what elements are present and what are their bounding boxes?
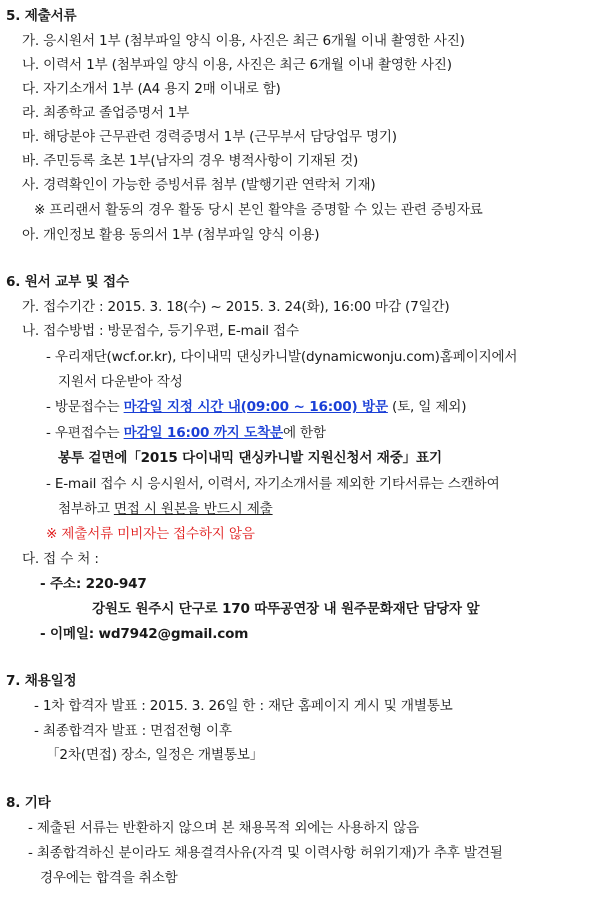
doc-item-privacy: 아. 개인정보 활용 동의서 1부 (첨부파일 양식 이용) xyxy=(22,227,320,243)
section-6-title: 6. 원서 교부 및 접수 xyxy=(6,274,129,290)
incomplete-warning: ※ 제출서류 미비자는 접수하지 않음 xyxy=(46,526,255,542)
section-5-title: 5. 제출서류 xyxy=(6,8,77,24)
download-instruction-line1: - 우리재단(wcf.or.kr), 다이내믹 댄싱카니발(dynamicwonju.com)홈페이지에서 xyxy=(46,349,518,365)
section-7-title: 7. 채용일정 xyxy=(6,673,77,689)
section-8-title: 8. 기타 xyxy=(6,795,51,811)
first-round-announcement: - 1차 합격자 발표 : 2015. 3. 26일 한 : 재단 홈페이지 게시 및 개별통보 xyxy=(34,698,453,714)
download-instruction-line2: 지원서 다운받아 작성 xyxy=(58,374,183,390)
email-attach-prefix: 첨부하고 xyxy=(58,501,114,517)
post-prefix: - 우편접수는 xyxy=(46,425,124,441)
contact-email: - 이메일: wd7942@gmail.com xyxy=(40,626,249,642)
doc-item-diploma: 라. 최종학교 졸업증명서 1부 xyxy=(22,105,190,121)
doc-note-freelancer: ※ 프리랜서 활동의 경우 활동 당시 본인 활약을 증명할 수 있는 관련 증빙자료 xyxy=(34,202,483,218)
postal-address: 강원도 원주시 단구로 170 따뚜공연장 내 원주문화재단 담당자 앞 xyxy=(92,601,480,617)
final-announcement: - 최종합격자 발표 : 면접전형 이후 xyxy=(34,723,232,739)
post-deadline-emphasis: 마감일 16:00 까지 도착분 xyxy=(123,425,283,441)
interview-notice: 「2차(면접) 장소, 일정은 개별통보」 xyxy=(46,747,264,763)
doc-item-self-intro: 다. 자기소개서 1부 (A4 용지 2매 이내로 함) xyxy=(22,81,281,97)
doc-item-resident-cert: 바. 주민등록 초본 1부(남자의 경우 병적사항이 기재된 것) xyxy=(22,153,359,169)
visit-deadline-emphasis: 마감일 지정 시간 내(09:00 ~ 16:00) 방문 xyxy=(123,399,388,415)
email-submission-line2 xyxy=(58,499,273,519)
doc-item-evidence: 사. 경력확인이 가능한 증빙서류 첨부 (발행기관 연락처 기재) xyxy=(22,177,376,193)
other-item-disqualification-line2: 경우에는 합격을 취소함 xyxy=(40,870,178,886)
application-method: 나. 접수방법 : 방문접수, 등기우편, E-mail 접수 xyxy=(22,323,299,339)
other-item-disqualification-line1: - 최종합격하신 분이라도 채용결격사유(자격 및 이력사항 허위기재)가 추후 발견될 xyxy=(28,845,503,861)
visit-suffix: (토, 일 제외) xyxy=(387,399,467,415)
envelope-notice: 봉투 겉면에「2015 다이내믹 댄싱카니발 지원신청서 재중」표기 xyxy=(58,450,442,466)
doc-item-application-form: 가. 응시원서 1부 (첨부파일 양식 이용, 사진은 최근 6개월 이내 촬영한 사진) xyxy=(22,33,465,49)
destination-label: 다. 접 수 처 : xyxy=(22,551,99,567)
email-submission-line1: - E-mail 접수 시 응시원서, 이력서, 자기소개서를 제외한 기타서류는 스캔하여 xyxy=(46,476,500,492)
doc-item-career-cert: 마. 해당분야 근무관련 경력증명서 1부 (근무부서 담당업무 명기) xyxy=(22,129,397,145)
other-item-documents: - 제출된 서류는 반환하지 않으며 본 채용목적 외에는 사용하지 않음 xyxy=(28,820,419,836)
visit-submission xyxy=(46,397,466,417)
zip-code: - 주소: 220-947 xyxy=(40,576,147,592)
doc-item-resume: 나. 이력서 1부 (첨부파일 양식 이용, 사진은 최근 6개월 이내 촬영한 사진) xyxy=(22,57,452,73)
application-period: 가. 접수기간 : 2015. 3. 18(수) ~ 2015. 3. 24(화), 16:00 마감 (7일간) xyxy=(22,299,450,315)
post-suffix: 에 한함 xyxy=(282,425,326,441)
email-original-required: 면접 시 원본을 반드시 제출 xyxy=(113,501,273,517)
post-submission xyxy=(46,423,326,443)
visit-prefix: - 방문접수는 xyxy=(46,399,124,415)
